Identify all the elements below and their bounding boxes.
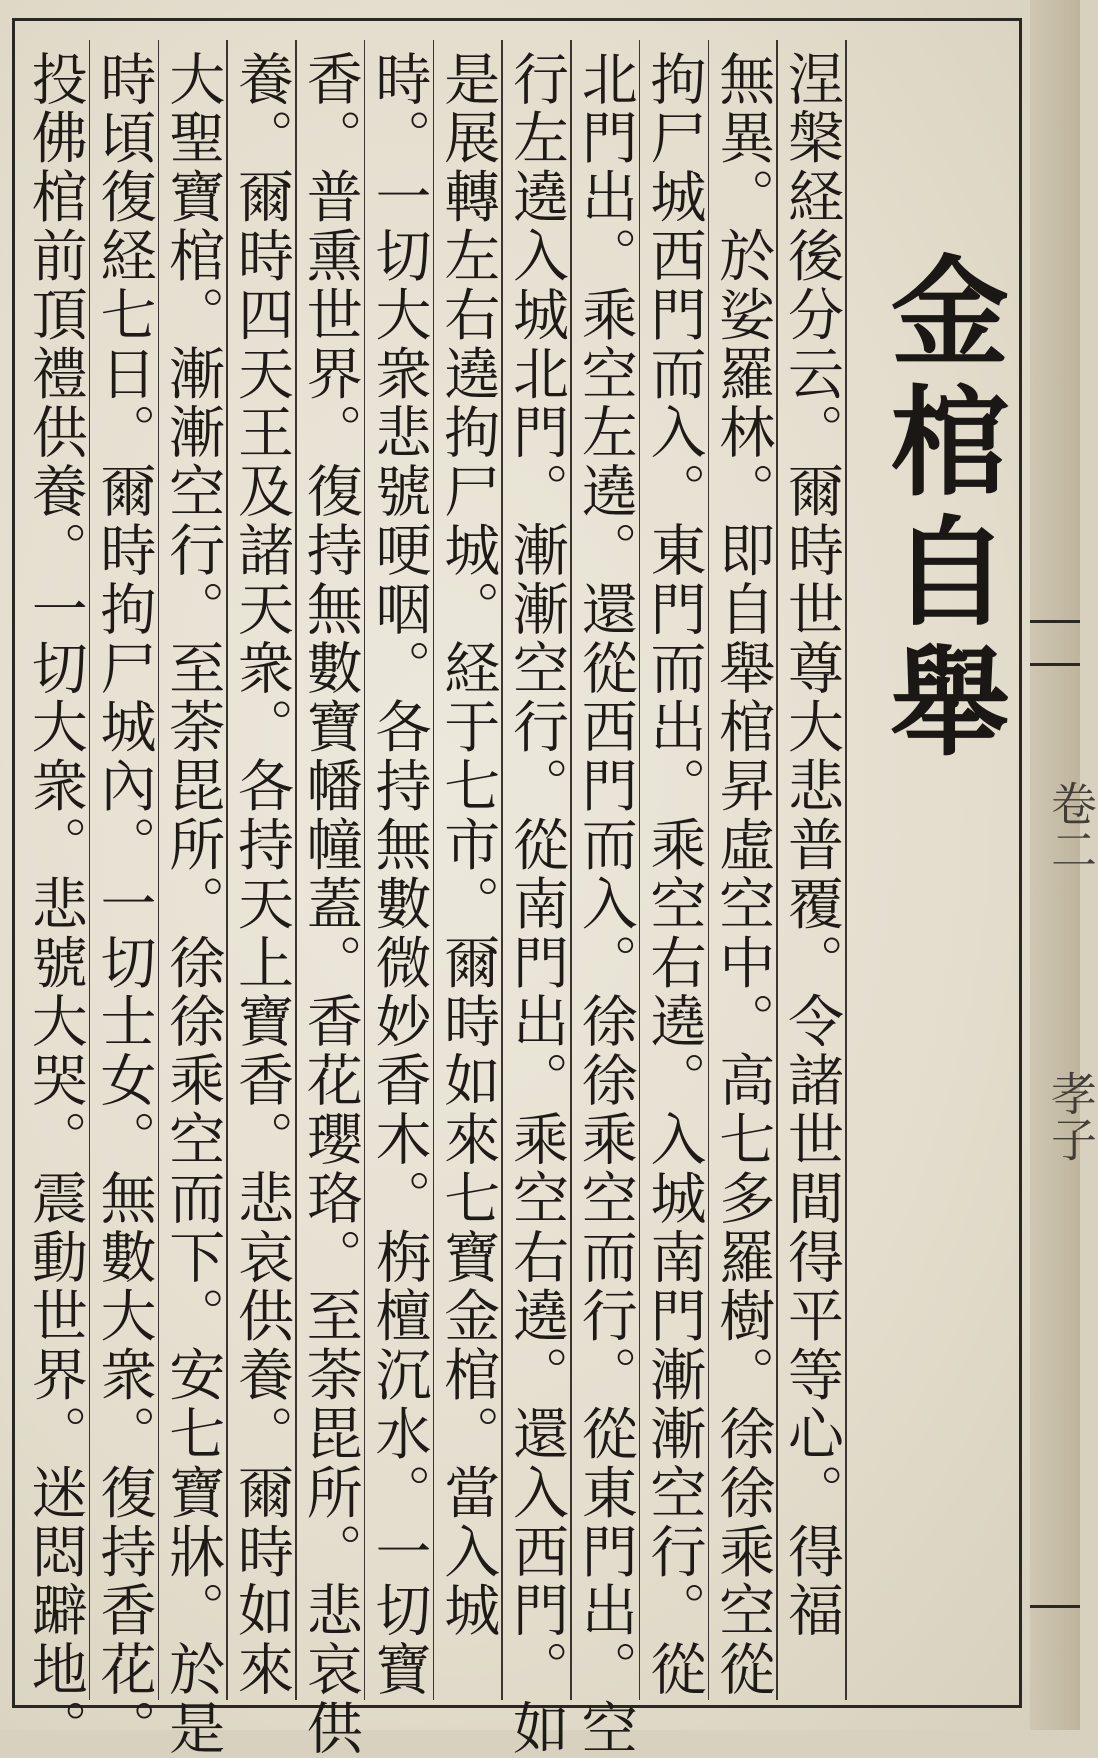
edge-tab-lower <box>1030 1605 1080 1608</box>
text-column-10: 大聖寶棺。漸漸空行。至荼毘所。徐徐乘空而下。安七寶牀。於是 <box>160 50 226 1758</box>
text-column-5: 行左遶入城北門。漸漸空行。從南門出。乘空右遶。還入西門。如 <box>504 50 569 1758</box>
text-column-12: 投佛棺前頂禮供養。一切大衆。悲號大哭。震動世界。迷悶躃地。 <box>22 50 88 1758</box>
text-column-9: 養。爾時四天王及諸天衆。各持天上寶香。悲哀供養。爾時如來 <box>229 50 294 1700</box>
column-rule <box>570 40 572 1700</box>
column-rule <box>708 40 710 1700</box>
text-column-7: 時。一切大衆悲號哽咽。各持無數微妙香木。栴檀沉水。一切寶 <box>366 50 432 1700</box>
text-column-1: 涅槃経後分云。爾時世尊大悲普覆。令諸世間得平等心。得福 <box>779 50 844 1641</box>
column-rule <box>501 40 503 1700</box>
text-column-3: 拘尸城西門而入。東門而出。乘空右遶。入城南門漸漸空行。從 <box>641 50 707 1700</box>
column-rule <box>433 40 435 1700</box>
text-column-8: 香。普熏世界。復持無數寶幡幢蓋。香花瓔珞。至荼毘所。悲哀供 <box>297 50 363 1758</box>
column-rule <box>89 40 91 1700</box>
edge-mark-upper: 卷二 <box>1044 780 1098 872</box>
column-rule <box>364 40 366 1700</box>
text-column-6: 是展轉左右遶拘尸城。経于七市。爾時如來七寶金棺。當入城 <box>435 50 501 1641</box>
text-column-11: 時頃復経七日。爾時拘尸城內。一切士女。無數大衆。復持香花。 <box>91 50 157 1758</box>
edge-tab-upper <box>1030 620 1080 666</box>
column-rule <box>226 40 228 1700</box>
column-rule <box>639 40 641 1700</box>
column-rule <box>158 40 160 1700</box>
edge-mark-lower: 孝子 <box>1044 1070 1098 1162</box>
column-rule <box>845 40 847 1700</box>
text-column-4: 北門出。乘空左遶。還從西門而入。徐徐乘空而行。從東門出。空 <box>572 50 638 1758</box>
column-rule <box>776 40 778 1700</box>
page-title: 金棺自舉 <box>871 250 1010 770</box>
column-rule <box>295 40 297 1700</box>
text-column-2: 無異。於娑羅林。即自舉棺昇虛空中。高七多羅樹。徐徐乘空從 <box>710 50 776 1700</box>
